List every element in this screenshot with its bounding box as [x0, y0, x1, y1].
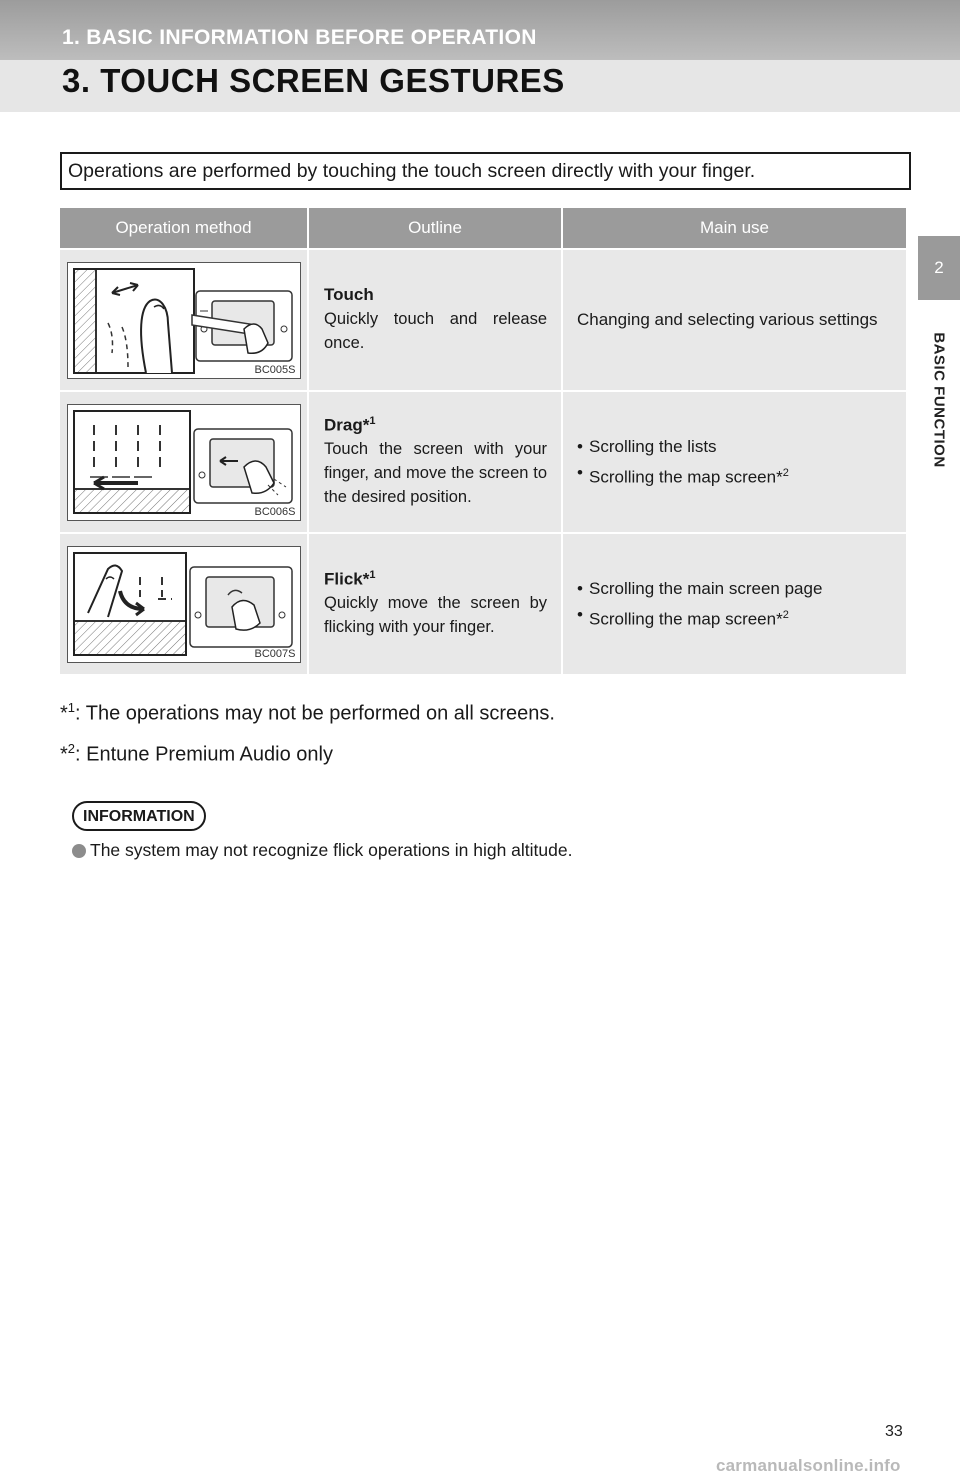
bullet-icon: • — [577, 436, 583, 456]
bullet-icon: • — [577, 604, 583, 624]
main-use-text: Scrolling the lists — [589, 436, 717, 456]
main-use-cell — [562, 249, 906, 391]
footnote-ref: 2 — [782, 608, 789, 621]
footnote-mark: * — [60, 743, 68, 766]
footnote-ref: 2 — [782, 466, 789, 479]
chapter-tab[interactable] — [918, 236, 960, 300]
information-item — [72, 840, 572, 861]
header-outline: Outline — [308, 208, 562, 249]
watermark[interactable]: carmanualsonline.info — [716, 1456, 901, 1475]
chapter-label: BASIC FUNCTION — [930, 332, 948, 468]
operation-name-text: Touch — [324, 285, 374, 304]
operation-name-text: Flick* — [324, 569, 370, 589]
section-title: 1. BASIC INFORMATION BEFORE OPERATION — [62, 26, 537, 49]
table-row — [60, 249, 906, 391]
touch-gesture-image — [68, 263, 300, 378]
bullet-circle-icon — [72, 844, 86, 858]
footnote-number: 2 — [67, 741, 76, 756]
bullet-icon: • — [577, 462, 583, 482]
footnote-ref: 1 — [369, 568, 376, 581]
figure-code: BC007S — [254, 647, 296, 660]
operation-description: Touch the screen with your finger, and move the screen to the desired position. — [324, 440, 547, 507]
footnote-number: 1 — [67, 700, 76, 715]
flick-gesture-image — [68, 547, 300, 662]
operation-name — [324, 285, 547, 305]
footnote-2 — [60, 741, 333, 767]
outline-cell — [308, 249, 562, 391]
list-item — [577, 460, 892, 491]
touch-illustration — [67, 262, 301, 379]
footnote-1 — [60, 700, 555, 726]
list-item — [577, 576, 892, 602]
footnote-text: : The operations may not be performed on all screens. — [75, 702, 555, 725]
bullet-icon: • — [577, 578, 583, 598]
information-badge: INFORMATION — [72, 801, 206, 831]
operation-description: Quickly move the screen by flicking with your finger. — [324, 594, 547, 637]
footnote-ref: 1 — [369, 414, 376, 427]
main-use-text: Scrolling the main screen page — [589, 578, 823, 598]
illustration-cell — [60, 391, 308, 533]
header-main-use: Main use — [562, 208, 906, 249]
outline-cell — [308, 391, 562, 533]
information-text: The system may not recognize flick operations in high altitude. — [90, 840, 573, 860]
page-title: 3. TOUCH SCREEN GESTURES — [62, 62, 565, 99]
illustration-cell — [60, 249, 308, 391]
figure-code: BC006S — [254, 505, 296, 518]
illustration-cell — [60, 533, 308, 674]
gestures-table — [60, 208, 906, 674]
main-use-text: Changing and selecting various settings — [577, 310, 878, 329]
page-number: 33 — [885, 1423, 903, 1440]
drag-gesture-image — [68, 405, 300, 520]
operation-name-text: Drag* — [324, 415, 370, 435]
list-item — [577, 434, 892, 460]
list-item — [577, 602, 892, 633]
flick-illustration — [67, 546, 301, 663]
footnote-mark: * — [60, 702, 68, 725]
table-row — [60, 533, 906, 674]
outline-cell — [308, 533, 562, 674]
chapter-tab-number: 2 — [934, 258, 944, 277]
figure-code: BC005S — [254, 363, 296, 376]
main-use-cell — [562, 533, 906, 674]
header-operation-method: Operation method — [60, 208, 308, 249]
main-use-text: Scrolling the map screen* — [589, 609, 783, 629]
table-row — [60, 391, 906, 533]
footnote-text: : Entune Premium Audio only — [75, 743, 333, 766]
operation-name — [324, 415, 547, 436]
operation-name — [324, 569, 547, 590]
main-use-text: Scrolling the map screen* — [589, 467, 783, 487]
drag-illustration — [67, 404, 301, 521]
intro-box: Operations are performed by touching the touch screen directly with your finger. — [60, 152, 911, 190]
operation-description: Quickly touch and release once. — [324, 310, 547, 352]
main-use-cell — [562, 391, 906, 533]
table-header-row — [60, 208, 906, 249]
